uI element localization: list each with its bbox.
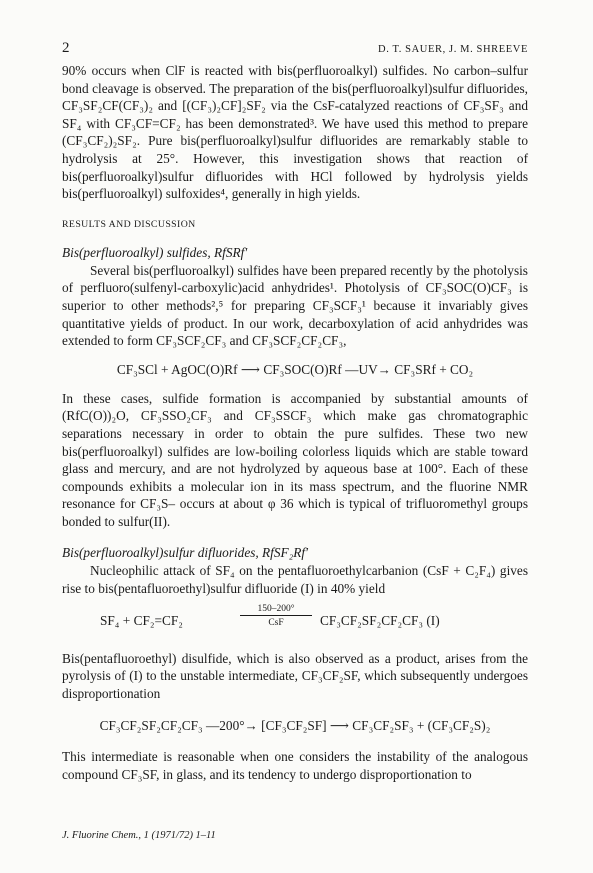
reaction-arrow [240, 615, 312, 616]
equation-2-condition-below: CsF [268, 617, 284, 628]
difluorides-paragraph-2: Bis(pentafluoroethyl) disulfide, which is also observed as a product, arises from the pyrolysis of (I) to the unstable intermediate, CF₃CF₂SF, which subsequently undergoes disproportionation [62, 650, 528, 701]
journal-footer: J. Fluorine Chem., 1 (1971/72) 1–11 [62, 830, 216, 841]
running-header [62, 40, 528, 62]
subsection-heading-sulfides: Bis(perfluoroalkyl) sulfides, RfSRf′ [62, 244, 248, 260]
intro-paragraph: 90% occurs when ClF is reacted with bis(perfluoroalkyl) sulfides. No carbon–sulfur bond cleavage is observed. The preparation of the bis(perfluoroalkyl)sulfur difluorides, CF₃SF₂CF(CF₃)₂ and [(CF₃)₂CF]₂SF₂ via the CsF-catalyzed reactions of CF₃SF₃ and SF₄ with CF₃CF=CF₂ has been demonstrated³. We have used this method to prepare (CF₃CF₂)₂SF₂. Pure bis(perfluoroalkyl)sulfur difluorides are remarkably stable to hydrolysis at 25°. However, this investigation shows that reaction of bis(perfluoroalkyl)sulfur difluorides with HCl followed by hydrolysis yields bis(perfluoroalkyl) sulfoxides⁴, generally in high yields. [62, 63, 528, 202]
difluorides-paragraph-3: This intermediate is reasonable when one considers the instability of the analogous compound CF₃SF, in glass, and its tendency to undergo disproportionation to [62, 749, 528, 783]
equation-2-lhs: SF₄ + CF₂=CF₂ [100, 612, 183, 628]
equation-1: CF₃SCl + AgOC(O)Rf ⟶ CF₃SOC(O)Rf —UV→ CF₃SRf + CO₂ [116, 361, 474, 377]
difluorides-paragraph-1: Nucleophilic attack of SF₄ on the pentafluoroethylcarbanion (CsF + C₂F₄) gives rise to bis(pentafluoroethyl)sulfur difluoride (I) in 40% yield [62, 563, 528, 597]
sulfides-paragraph-1: Several bis(perfluoroalkyl) sulfides have been prepared recently by the photolysis of perfluoro(sulfenyl-carboxylic)acid anhydrides¹. Photolysis of CF₃SOC(O)CF₃ is superior to other methods²,⁵ for preparing CF₃SCF₃¹ because it invariably gives quantitative yields of product. In our work, decarboxylation of acid anhydrides was extended to form CF₃SCF₂CF₃ and CF₃SCF₂CF₂CF₃, [62, 262, 528, 349]
equation-2-condition-above: 150–200° [257, 603, 295, 614]
section-heading: RESULTS AND DISCUSSION [62, 218, 196, 230]
page-number: 2 [62, 40, 70, 56]
sulfides-paragraph-2: In these cases, sulfide formation is accompanied by substantial amounts of (RfC(O))₂O, CF₃SSO₂CF₃ and CF₃SSCF₃ which make gas chromatographic separations necessary in order to obtain the pure sulfides. These two new bis(perfluoroalkyl) sulfides are low-boiling colorless liquids which are stable toward glass and mercury, and are not hydrolyzed by aqueous base at 100°. Each of these compounds exhibits a molecular ion in its mass spectrum, and the fluorine NMR resonance for CF₃S– occurs at about φ 36 which is typical of trifluoromethyl groups bonded to sulfur(II). [62, 390, 528, 529]
subsection-heading-difluorides: Bis(perfluoroalkyl)sulfur difluorides, RfSF₂Rf′ [62, 545, 308, 561]
equation-2-rhs: CF₃CF₂SF₂CF₂CF₃ (I) [320, 612, 440, 628]
equation-2-arrow [240, 604, 312, 628]
page-body [62, 40, 528, 784]
equation-3: CF₃CF₂SF₂CF₂CF₃ —200°→ [CF₃CF₂SF] ⟶ CF₃CF₂SF₃ + (CF₃CF₂S)₂ [99, 718, 491, 734]
equation-2 [62, 604, 528, 642]
running-authors: D. T. SAUER, J. M. SHREEVE [378, 44, 528, 55]
